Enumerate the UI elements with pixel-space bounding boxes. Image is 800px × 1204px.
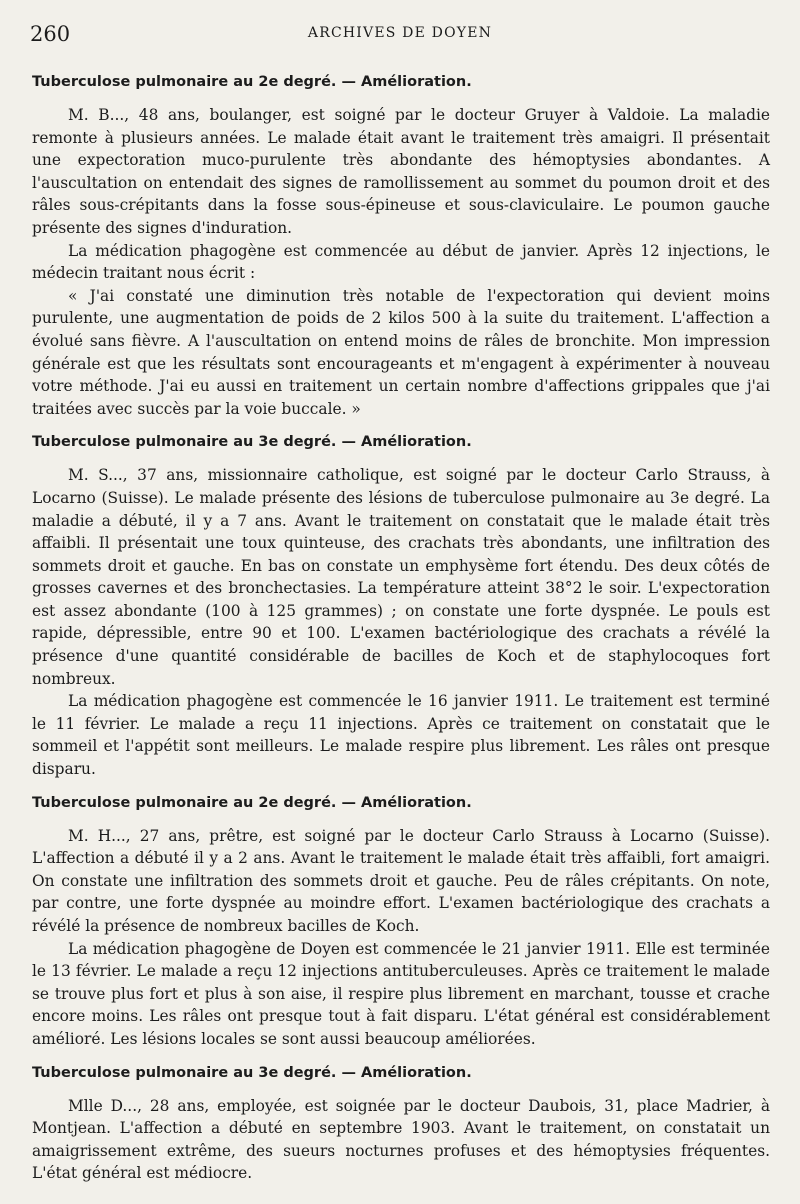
case-section-3 (32, 795, 770, 1051)
page-header (30, 22, 770, 52)
paragraph: Mlle D..., 28 ans, employée, est soignée par le docteur Daubois, 31, place Madrier, à Montjean. L'affection a débuté en septembre 1903. Avant le traitement, on constatait un amaigrissement extrême, des sueurs nocturnes profuses et des hémoptysies fréquentes. L'état général est médiocre. (32, 1096, 770, 1183)
section-title: Tuberculose pulmonaire au 2e degré. — Amélioration. (32, 794, 472, 811)
paragraph: M. B..., 48 ans, boulanger, est soigné par le docteur Gruyer à Valdoie. La maladie remonte à plusieurs années. Le malade était avant le traitement très amaigri. Il présentait une expectoration muco-purulente très abondante des hémoptysies abondantes. A l'auscultation on entendait des signes de ramollissement au sommet du poumon droit et des râles sous-crépitants dans la fosse sous-épineuse et sous-claviculaire. Le poumon gauche présente des signes d'induration. (32, 106, 770, 237)
case-section-1 (32, 74, 770, 420)
page-number: 260 (30, 22, 71, 46)
case-reports (32, 74, 770, 1199)
section-title: Tuberculose pulmonaire au 3e degré. — Amélioration. (32, 1064, 472, 1081)
running-head: ARCHIVES DE DOYEN (307, 25, 493, 41)
paragraph: La médication phagogène de Doyen est commencée le 21 janvier 1911. Elle est terminée le 13 février. Le malade a reçu 12 injections antituberculeuses. Après ce traitement le malade se trouve plus fort et plus à son aise, il respire plus librement en marchant, tousse et crache encore moins. Les râles ont presque tout à fait disparu. L'état général est considérablement amélioré. Les lésions locales se sont aussi beaucoup améliorées. (32, 939, 770, 1048)
paragraph: La médication phagogène est commencée au début de janvier. Après 12 injections, le médecin traitant nous écrit : (32, 241, 770, 283)
paragraph: M. H..., 27 ans, prêtre, est soigné par le docteur Carlo Strauss à Locarno (Suisse). L'affection a débuté il y a 2 ans. Avant le traitement le malade était très affaibli, fort amaigri. On constate une infiltration des sommets droit et gauche. Peu de râles crépitants. On note, par contre, une forte dyspnée au moindre effort. L'examen bactériologique des crachats a révélé la présence de nombreux bacilles de Koch. (32, 826, 770, 935)
paragraph: La médication phagogène est commencée le 16 janvier 1911. Le traitement est terminé le 11 février. Le malade a reçu 11 injections. Après ce traitement on constatait que le sommeil et l'appétit sont meilleurs. Le malade respire plus librement. Les râles ont presque disparu. (32, 692, 770, 779)
section-title: Tuberculose pulmonaire au 2e degré. — Amélioration. (32, 74, 472, 90)
quoted-letter: « J'ai constaté une diminution très notable de l'expectoration qui devient moins purulente, une augmentation de poids de 2 kilos 500 à la suite du traitement. L'affection a évolué sans fièvre. A l'auscultation on entend moins de râles de bronchite. Mon impression générale est que les résultats sont encourageants et m'engagent à expérimenter à nouveau votre méthode. J'ai eu aussi en traitement un certain nombre d'affections grippales que j'ai traitées avec succès par la voie buccale. » (32, 286, 770, 418)
case-section-4 (32, 1065, 770, 1185)
section-title: Tuberculose pulmonaire au 3e degré. — Amélioration. (32, 434, 472, 451)
case-section-2 (32, 434, 770, 780)
paragraph: M. S..., 37 ans, missionnaire catholique, est soigné par le docteur Carlo Strauss, à Locarno (Suisse). Le malade présente des lésions de tuberculose pulmonaire au 3e degré. La maladie a débuté, il y a 7 ans. Avant le traitement on constatait que le malade était très affaibli. Il présentait une toux quinteuse, des crachats très abondants, une infiltration des sommets droit et gauche. En bas on constate un emphysème fort étendu. Des deux côtés de grosses cavernes et des bronchectasies. La température atteint 38°2 le soir. L'expectoration est assez abondante (100 à 125 grammes) ; on constate une forte dyspnée. Le pouls est rapide, dépressible, entre 90 et 100. L'examen bactériologique des crachats a révélé la présence d'une quantité considérable de bacilles de Koch et de staphylocoques fort nombreux. (32, 466, 770, 688)
